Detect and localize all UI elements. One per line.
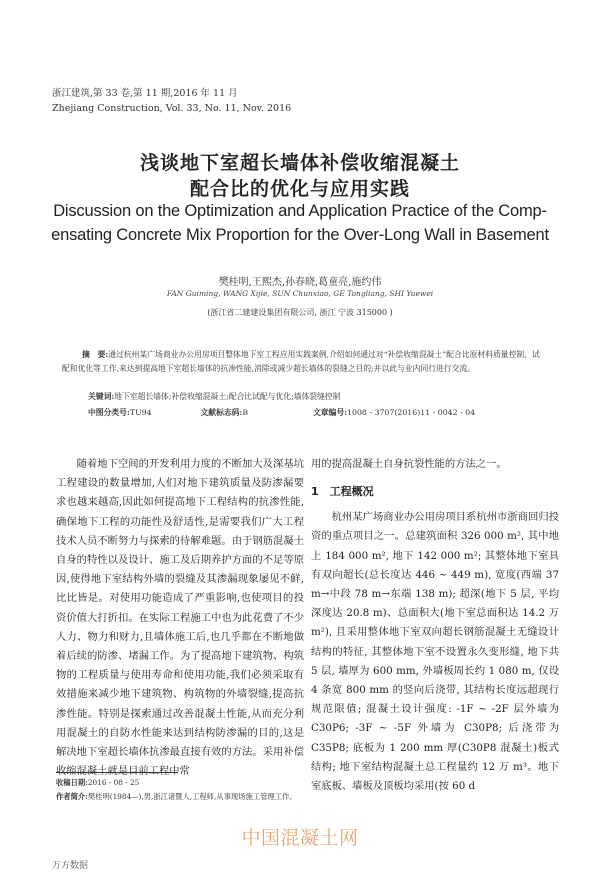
- doc-code-label: 文献标志码:: [200, 408, 243, 417]
- section-1-heading: 1 工程概况: [311, 485, 374, 499]
- body-column-left: [56, 455, 304, 781]
- body-column-right: [311, 455, 559, 796]
- title-en-line1: Discussion on the Optimization and Application Practice of the Comp-: [53, 202, 547, 220]
- journal-header: [52, 86, 291, 116]
- author-bio-label: 作者简介:: [56, 792, 88, 801]
- footnote-author-bio: [56, 792, 297, 802]
- article-no-value: 1008 - 3707(2016)11 - 0042 - 04: [347, 408, 476, 417]
- authors-en: FAN Guiming, WANG Xijie, SUN Chunxiao, GE Tongliang, SHI Yuewei: [166, 289, 434, 298]
- received-label: 收稿日期:: [56, 778, 88, 787]
- title-cn-line1: 浅谈地下室超长墙体补偿收缩混凝土: [139, 152, 460, 174]
- footnote-received: [56, 778, 139, 788]
- abstract-text: 通过杭州某广场商业办公用房项目整体地下室工程应用实践案例,介绍如何通过对“补偿收缩混凝土”配合比原材料质量控制、试配和优化等工作,来达到提高地下室超长墙体的抗渗性能,消除或减少超长墙体的裂缝之目的;并以此与业内同行进行交流。: [62, 350, 540, 373]
- doc-code-value: B: [242, 408, 249, 417]
- author-bio-value: 樊桂明(1984—),男,浙江诸暨人,工程师,从事现场施工管理工作。: [87, 792, 297, 801]
- abstract-label: 摘 要:: [82, 350, 109, 359]
- clc-label: 中图分类号:: [88, 408, 130, 417]
- keywords-text: 地下室超长墙体;补偿收缩混凝土;配合比试配与优化;墙体裂缝控制: [114, 392, 341, 401]
- intro-paragraph: 随着地下空间的开发利用力度的不断加大及深基坑工程建设的数量增加,人们对地下建筑质量及防渗漏要求也越来越高,因此如何提高地下工程结构的抗渗性能,确保地下工程的功能性及舒适性,是需要我们广大工程技术人员不断努力与探索的待解难题。由于钢筋混凝土自身的特性以及设计、施工及后期养护方面的不足等原因,使得地下室结构外墙的裂缝及其渗漏现象屡见不鲜,比比皆是。对使用功能造成了严重影响,也使项目的投资价值大打折扣。在实际工程施工中也为此花费了不少人力、物力和财力,且墙体施工后,也几乎都在不断地做着后续的防渗、堵漏工作。为了提高地下建筑物、构筑物的工程质量与使用寿命和使用功能,我们必须采取有效措施来减少地下建筑物、构筑物的外墙裂缝,提高抗渗性能。特别是探索通过改善混凝土性能,从而充分利用混凝土的自防水性能来达到结构防渗漏的目的,这是解决地下室超长墙体抗渗最直接有效的方法。采用补偿收缩混凝土就是目前工程中常: [56, 458, 304, 778]
- intro-continued: 用的提高混凝土自身抗裂性能的方法之一。: [311, 458, 507, 470]
- keywords-label: 关键词:: [88, 392, 115, 401]
- source-label: 万方数据: [52, 861, 89, 871]
- journal-citation-en: Zhejiang Construction, Vol. 33, No. 11, Nov. 2016: [52, 103, 292, 114]
- classification-row: [88, 407, 538, 418]
- title-en-line2: ensating Concrete Mix Proportion for the Over-Long Wall in Basement: [51, 226, 549, 244]
- title-en: [0, 199, 600, 247]
- section-1-paragraph: 杭州某广场商业办公用房项目系杭州市浙商回归投资的重点项目之一。总建筑面积 326 000 m², 其中地上 184 000 m², 地下 142 000 m²; 其整体地下室具有双向超长(总长度达 446 ~ 449 m), 宽度(西端 37 m→中段 78 m→东端 138 m); 超深(地下 5 层, 平均深度达 20.8 m)、总面积大(地下室总面积达 14.2 万 m²), 且采用整体地下室双向超长钢筋混凝土无缝设计结构的特征, 其整体地下室不设置永久变形缝, 地下共 5 层, 墙厚为 600 mm, 外墙板周长约 1 080 m, 仅设 4 条宽 800 mm 的竖向后浇带, 其结构长度远超现行规范限值; 混凝土设计强度: -1F ~ -2F 层外墙为 C30P6; -3F ~ -5F 外墙为 C30P8; 后浇带为 C35P8; 底板为 1 200 mm 厚(C30P8 混凝土)板式结构; 地下室结构混凝土总工程量约 12 万 m³。地下室底板、墙板及顶板均采用(按 60 d: [311, 511, 559, 793]
- clc-value: TU94: [129, 408, 152, 417]
- watermark: 中国混凝土网: [241, 827, 359, 849]
- affiliation: (浙江省二建建设集团有限公司, 浙江 宁波 315000 ): [207, 308, 393, 317]
- authors-cn: 樊桂明,王熙杰,孙春晓,葛童亮,施约伟: [218, 277, 382, 288]
- keywords: [88, 391, 340, 402]
- footnote-divider: [56, 772, 178, 773]
- article-no-label: 文章编号:: [312, 408, 348, 417]
- abstract: [62, 348, 540, 375]
- journal-citation-cn: 浙江建筑,第 33 卷,第 11 期,2016 年 11 月: [52, 88, 238, 99]
- title-cn-line2: 配合比的优化与应用实践: [189, 178, 410, 200]
- received-value: 2016 - 08 - 25: [87, 778, 140, 787]
